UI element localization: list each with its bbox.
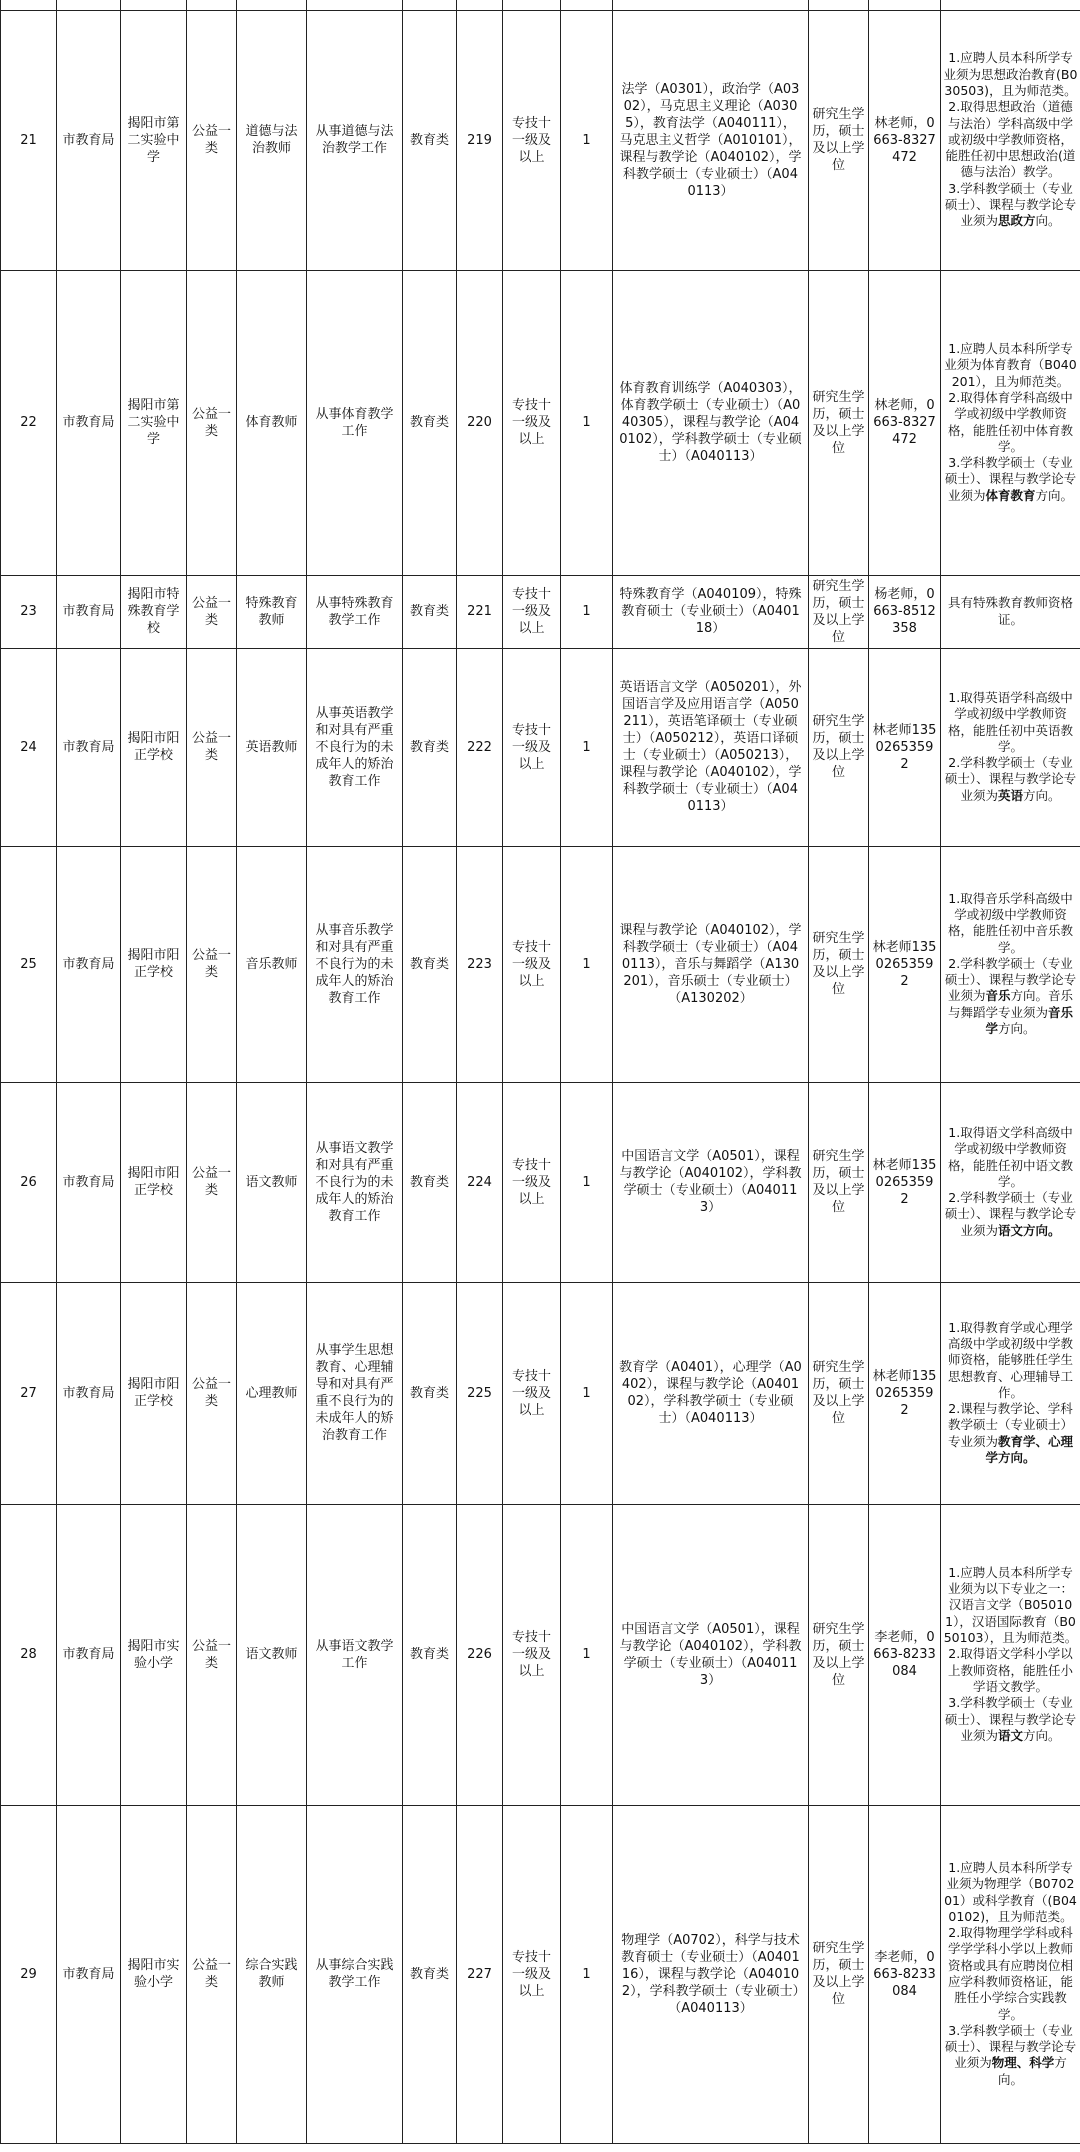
note-cell xyxy=(941,1082,1080,1282)
dept-cell: 市教育局 xyxy=(57,1805,121,2143)
seq-cell: 22 xyxy=(1,270,57,575)
note-cell xyxy=(941,1504,1080,1805)
code-cell: 222 xyxy=(457,648,503,846)
note-emphasis: 语文 xyxy=(997,1727,1023,1743)
dept-cell: 市教育局 xyxy=(57,846,121,1082)
type-cell: 教育类 xyxy=(403,1282,457,1504)
category-cell: 公益一类 xyxy=(187,846,237,1082)
note-text: 方向。 xyxy=(1035,487,1074,503)
type-cell: 教育类 xyxy=(403,10,457,270)
note-cell xyxy=(941,846,1080,1082)
grade-cell: 专技十一级及以上 xyxy=(503,846,561,1082)
duty-cell: 从事综合实践教学工作 xyxy=(307,1805,403,2143)
count-cell: 1 xyxy=(561,270,613,575)
table-row xyxy=(1,1082,1080,1282)
grade-cell: 专技十一级及以上 xyxy=(503,1082,561,1282)
note-text: 1.取得英语学科高级中学或初级中学教师资格，能胜任初中英语教学。 2.学科教学硕士（专业硕士）、课程与教学论专业须为 xyxy=(944,689,1077,803)
table-row xyxy=(1,575,1080,648)
category-cell: 公益一类 xyxy=(187,648,237,846)
note-emphasis: 音乐 xyxy=(985,988,1011,1004)
category-cell: 公益一类 xyxy=(187,1504,237,1805)
note-emphasis: 思政方 xyxy=(997,213,1036,229)
duty-cell: 从事学生思想教育、心理辅导和对具有严重不良行为的未成年人的矫治教育工作 xyxy=(307,1282,403,1504)
seq-cell: 23 xyxy=(1,575,57,648)
contact-cell: 林老师13502653592 xyxy=(869,846,941,1082)
category-cell: 公益一类 xyxy=(187,1805,237,2143)
unit-cell: 揭阳市阳正学校 xyxy=(121,846,187,1082)
major-cell: 中国语言文学（A0501），课程与教学论（A040102），学科教学硕士（专业硕士）（A040113） xyxy=(613,1082,809,1282)
code-cell: 227 xyxy=(457,1805,503,2143)
category-cell: 公益一类 xyxy=(187,10,237,270)
seq-cell: 27 xyxy=(1,1282,57,1504)
education-cell: 研究生学历，硕士及以上学位 xyxy=(809,270,869,575)
dept-cell: 市教育局 xyxy=(57,1504,121,1805)
dept-cell: 市教育局 xyxy=(57,1082,121,1282)
duty-cell: 从事语文教学工作 xyxy=(307,1504,403,1805)
code-cell: 226 xyxy=(457,1504,503,1805)
category-cell: 公益一类 xyxy=(187,270,237,575)
dept-cell: 市教育局 xyxy=(57,575,121,648)
grade-cell: 专技十一级及以上 xyxy=(503,575,561,648)
unit-cell: 揭阳市阳正学校 xyxy=(121,1082,187,1282)
unit-cell: 揭阳市阳正学校 xyxy=(121,1282,187,1504)
contact-cell: 林老师13502653592 xyxy=(869,648,941,846)
note-emphasis: 英语 xyxy=(997,787,1023,803)
count-cell: 1 xyxy=(561,1082,613,1282)
note-cell xyxy=(941,10,1080,270)
education-cell: 研究生学历，硕士及以上学位 xyxy=(809,1504,869,1805)
major-cell: 体育教育训练学（A040303），体育教学硕士（专业硕士）（A040305），课程与教学论（A040102），学科教学硕士（专业硕士）（A040113） xyxy=(613,270,809,575)
major-cell: 特殊教育学（A040109），特殊教育硕士（专业硕士）（A040118） xyxy=(613,575,809,648)
note-text: 方向。音乐与舞蹈学专业须为 xyxy=(947,988,1074,1020)
position-cell: 心理教师 xyxy=(237,1282,307,1504)
grade-cell: 专技十一级及以上 xyxy=(503,10,561,270)
contact-cell: 杨老师，0663-8512358 xyxy=(869,575,941,648)
unit-cell: 揭阳市实验小学 xyxy=(121,1504,187,1805)
table-row xyxy=(1,846,1080,1082)
major-cell: 中国语言文学（A0501），课程与教学论（A040102），学科教学硕士（专业硕士）（A040113） xyxy=(613,1504,809,1805)
unit-cell: 揭阳市第二实验中学 xyxy=(121,270,187,575)
note-text: 1.取得语文学科高级中学或初级中学教师资格，能胜任初中语文教学。 2.学科教学硕士（专业硕士）、课程与教学论专业须为 xyxy=(944,1124,1077,1238)
seq-cell: 29 xyxy=(1,1805,57,2143)
position-cell: 英语教师 xyxy=(237,648,307,846)
count-cell: 1 xyxy=(561,1805,613,2143)
note-emphasis: 体育教育 xyxy=(985,487,1036,503)
education-cell: 研究生学历，硕士及以上学位 xyxy=(809,1082,869,1282)
duty-cell: 从事英语教学和对具有严重不良行为的未成年人的矫治教育工作 xyxy=(307,648,403,846)
table-row xyxy=(1,1504,1080,1805)
type-cell: 教育类 xyxy=(403,648,457,846)
type-cell: 教育类 xyxy=(403,1082,457,1282)
count-cell: 1 xyxy=(561,1282,613,1504)
position-cell: 音乐教师 xyxy=(237,846,307,1082)
note-text: 向。 xyxy=(1035,213,1061,229)
category-cell: 公益一类 xyxy=(187,575,237,648)
education-cell: 研究生学历，硕士及以上学位 xyxy=(809,846,869,1082)
note-emphasis: 物理、科学 xyxy=(991,2055,1055,2071)
note-text: 方向。 xyxy=(1023,1727,1061,1743)
count-cell: 1 xyxy=(561,1504,613,1805)
note-text: 方向。 xyxy=(997,2055,1067,2087)
note-cell xyxy=(941,575,1080,648)
note-cell xyxy=(941,1282,1080,1504)
major-cell: 教育学（A0401），心理学（A0402），课程与教学论（A040102），学科教学硕士（专业硕士）（A040113） xyxy=(613,1282,809,1504)
dept-cell: 市教育局 xyxy=(57,10,121,270)
major-cell: 物理学（A0702），科学与技术教育硕士（专业硕士）（A040116），课程与教学论（A040102），学科教学硕士（专业硕士）（A040113） xyxy=(613,1805,809,2143)
unit-cell: 揭阳市实验小学 xyxy=(121,1805,187,2143)
major-cell: 英语语言文学（A050201），外国语言学及应用语言学（A050211），英语笔译硕士（专业硕士）（A050212），英语口译硕士（专业硕士）（A050213），课程与教学论（A040102），学科教学硕士（专业硕士）（A040113） xyxy=(613,648,809,846)
education-cell: 研究生学历，硕士及以上学位 xyxy=(809,1282,869,1504)
note-cell xyxy=(941,648,1080,846)
code-cell: 223 xyxy=(457,846,503,1082)
note-text: 1.应聘人员本科所学专业须为思想政治教育(B030503)，且为师范类。 2.取得思想政治（道德与法治）学科高级中学或初级中学教师资格，能胜任初中思想政治(道德与法治）教学。 3.学科教学硕士（专业硕士）、课程与教学论专业须为 xyxy=(943,50,1078,229)
note-text: 1.应聘人员本科所学专业须为体育教育（B040201），且为师范类。 2.取得体育学科高级中学或初级中学教师资格，能胜任初中体育教学。 3.学科教学硕士（专业硕士）、课程与教学论专业须为 xyxy=(944,341,1077,503)
type-cell: 教育类 xyxy=(403,270,457,575)
code-cell: 224 xyxy=(457,1082,503,1282)
position-cell: 综合实践教师 xyxy=(237,1805,307,2143)
note-cell xyxy=(941,270,1080,575)
count-cell: 1 xyxy=(561,10,613,270)
grade-cell: 专技十一级及以上 xyxy=(503,1805,561,2143)
note-text: 具有特殊教育教师资格证。 xyxy=(947,595,1073,627)
position-cell: 语文教师 xyxy=(237,1082,307,1282)
contact-cell: 李老师，0663-8233084 xyxy=(869,1504,941,1805)
note-text: 1.应聘人员本科所学专业须为物理学（B070201）或科学教育（(B040102)，且为师范类。 2.取得物理学学科或科学学学科小学以上教师资格或具有应聘岗位相应学科教师资格证，能胜任小学综合实践教学。 3.学科教学硕士（专业硕士）、课程与教学论专业须为 xyxy=(944,1859,1077,2071)
code-cell: 220 xyxy=(457,270,503,575)
note-text: 方向。 xyxy=(998,1021,1036,1037)
category-cell: 公益一类 xyxy=(187,1082,237,1282)
position-cell: 体育教师 xyxy=(237,270,307,575)
seq-cell: 26 xyxy=(1,1082,57,1282)
note-emphasis: 音乐学 xyxy=(985,1004,1074,1037)
dept-cell: 市教育局 xyxy=(57,1282,121,1504)
category-cell: 公益一类 xyxy=(187,1282,237,1504)
major-cell: 课程与教学论（A040102），学科教学硕士（专业硕士）（A040113），音乐与舞蹈学（A130201），音乐硕士（专业硕士）（A130202） xyxy=(613,846,809,1082)
note-emphasis: 教育学、心理学方向。 xyxy=(985,1433,1074,1466)
code-cell: 221 xyxy=(457,575,503,648)
type-cell: 教育类 xyxy=(403,1805,457,2143)
type-cell: 教育类 xyxy=(403,846,457,1082)
position-cell: 语文教师 xyxy=(237,1504,307,1805)
dept-cell: 市教育局 xyxy=(57,648,121,846)
count-cell: 1 xyxy=(561,648,613,846)
duty-cell: 从事音乐教学和对具有严重不良行为的未成年人的矫治教育工作 xyxy=(307,846,403,1082)
major-cell: 法学（A0301），政治学（A0302），马克思主义理论（A0305），教育法学（A040111），马克思主义哲学（A010101），课程与教学论（A040102），学科教学硕士（专业硕士）（A040113） xyxy=(613,10,809,270)
duty-cell: 从事语文教学和对具有严重不良行为的未成年人的矫治教育工作 xyxy=(307,1082,403,1282)
contact-cell: 李老师，0663-8233084 xyxy=(869,1805,941,2143)
code-cell: 225 xyxy=(457,1282,503,1504)
note-text: 1.应聘人员本科所学专业须为以下专业之一：汉语言文学（B050101），汉语国际教育（B050103），且为师范类。 2.取得语文学科小学以上教师资格，能胜任小学语文教学。 3.学科教学硕士（专业硕士）、课程与教学论专业须为 xyxy=(943,1564,1078,1743)
contact-cell: 林老师13502653592 xyxy=(869,1082,941,1282)
duty-cell: 从事体育教学工作 xyxy=(307,270,403,575)
contact-cell: 林老师，0663-8327472 xyxy=(869,270,941,575)
grade-cell: 专技十一级及以上 xyxy=(503,648,561,846)
note-text: 1.取得音乐学科高级中学或初级中学教师资格，能胜任初中音乐教学。 2.学科教学硕士（专业硕士）、课程与教学论专业须为 xyxy=(944,890,1077,1004)
count-cell: 1 xyxy=(561,575,613,648)
position-cell: 特殊教育教师 xyxy=(237,575,307,648)
unit-cell: 揭阳市第二实验中学 xyxy=(121,10,187,270)
table-row xyxy=(1,10,1080,270)
grade-cell: 专技十一级及以上 xyxy=(503,270,561,575)
grade-cell: 专技十一级及以上 xyxy=(503,1504,561,1805)
note-text: 1.取得教育学或心理学高级中学或初级中学教师资格，能够胜任学生思想教育、心理辅导工作。 2.课程与教学论、学科教学硕士（专业硕士）专业须为 xyxy=(947,1319,1073,1449)
type-cell: 教育类 xyxy=(403,1504,457,1805)
education-cell: 研究生学历，硕士及以上学位 xyxy=(809,10,869,270)
grade-cell: 专技十一级及以上 xyxy=(503,1282,561,1504)
contact-cell: 林老师13502653592 xyxy=(869,1282,941,1504)
table-row xyxy=(1,648,1080,846)
type-cell: 教育类 xyxy=(403,575,457,648)
note-emphasis: 语文方向。 xyxy=(998,1222,1061,1238)
table-row xyxy=(1,1282,1080,1504)
table-row xyxy=(1,270,1080,575)
duty-cell: 从事特殊教育教学工作 xyxy=(307,575,403,648)
education-cell: 研究生学历，硕士及以上学位 xyxy=(809,648,869,846)
education-cell: 研究生学历，硕士及以上学位 xyxy=(809,1805,869,2143)
note-cell xyxy=(941,1805,1080,2143)
unit-cell: 揭阳市特殊教育学校 xyxy=(121,575,187,648)
note-text: 方向。 xyxy=(1023,787,1061,803)
seq-cell: 24 xyxy=(1,648,57,846)
education-cell: 研究生学历，硕士及以上学位 xyxy=(809,575,869,648)
count-cell: 1 xyxy=(561,846,613,1082)
code-cell: 219 xyxy=(457,10,503,270)
seq-cell: 21 xyxy=(1,10,57,270)
seq-cell: 25 xyxy=(1,846,57,1082)
top-border-row xyxy=(1,0,1080,10)
seq-cell: 28 xyxy=(1,1504,57,1805)
duty-cell: 从事道德与法治教学工作 xyxy=(307,10,403,270)
position-cell: 道德与法治教师 xyxy=(237,10,307,270)
table-row xyxy=(1,1805,1080,2143)
dept-cell: 市教育局 xyxy=(57,270,121,575)
contact-cell: 林老师，0663-8327472 xyxy=(869,10,941,270)
unit-cell: 揭阳市阳正学校 xyxy=(121,648,187,846)
